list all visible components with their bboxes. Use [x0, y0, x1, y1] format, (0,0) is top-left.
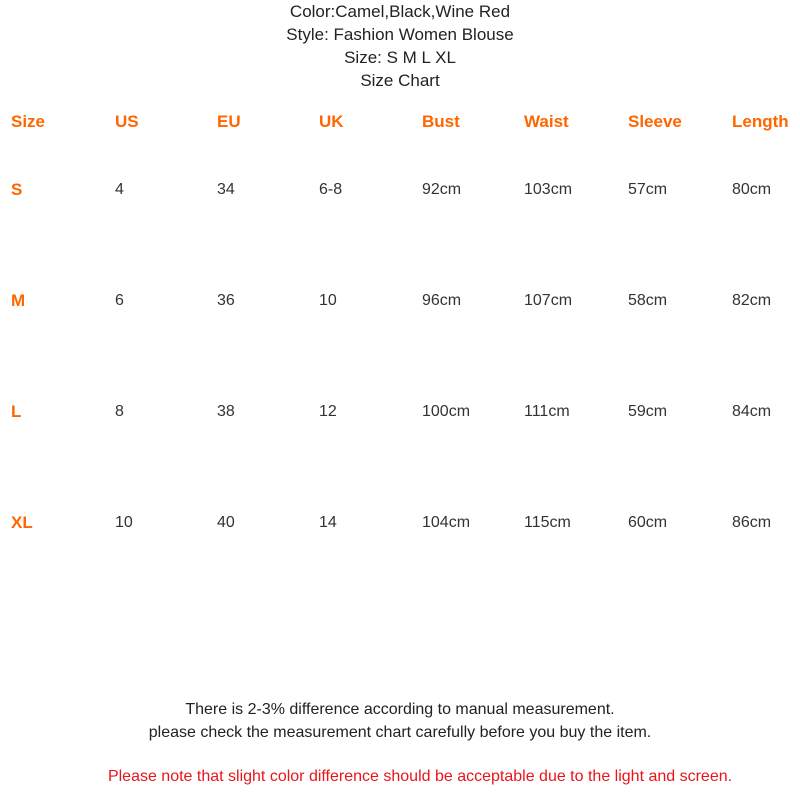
length-cell: 84cm [732, 402, 772, 420]
eu-cell: 34 [217, 180, 235, 198]
uk-cell: 12 [319, 402, 337, 420]
check-chart-note: please check the measurement chart carefully before you buy the item. [148, 724, 652, 741]
us-cell: 4 [115, 180, 124, 198]
waist-cell: 111cm [524, 402, 570, 420]
sleeve-cell: 58cm [628, 291, 668, 309]
size-table-header-row [0, 110, 800, 134]
measurement-difference-note: There is 2-3% difference according to manual measurement. [185, 701, 615, 718]
waist-cell: 103cm [524, 180, 573, 198]
column-header-waist: Waist [524, 112, 569, 131]
bust-cell: 100cm [422, 402, 471, 420]
size-line: Size: S M L XL [344, 48, 456, 67]
table-row-s [0, 134, 800, 245]
table-row-l [0, 356, 800, 467]
waist-cell: 107cm [524, 291, 573, 309]
color-difference-warning: Please note that slight color difference should be acceptable due to the light and screen. [107, 768, 733, 785]
column-header-us: US [115, 112, 139, 131]
length-cell: 80cm [732, 180, 772, 198]
column-header-sleeve: Sleeve [628, 112, 682, 131]
color-line: Color:Camel,Black,Wine Red [289, 2, 511, 21]
sleeve-cell: 59cm [628, 402, 668, 420]
table-row-xl [0, 467, 800, 578]
length-cell: 86cm [732, 513, 772, 531]
bust-cell: 92cm [422, 180, 462, 198]
size-chart-title: Size Chart [360, 71, 440, 90]
size-cell: S [11, 179, 23, 199]
us-cell: 10 [115, 513, 133, 531]
bust-cell: 96cm [422, 291, 462, 309]
sleeve-cell: 60cm [628, 513, 668, 531]
style-line: Style: Fashion Women Blouse [286, 25, 514, 44]
size-chart-table [0, 110, 800, 578]
bust-cell: 104cm [422, 513, 471, 531]
column-header-bust: Bust [422, 112, 460, 131]
product-header [0, 0, 800, 92]
us-cell: 8 [115, 402, 124, 420]
size-cell: M [11, 290, 26, 310]
size-cell: XL [11, 512, 33, 532]
column-header-uk: UK [319, 112, 344, 131]
uk-cell: 14 [319, 513, 337, 531]
eu-cell: 40 [217, 513, 235, 531]
size-cell: L [11, 401, 22, 421]
sleeve-cell: 57cm [628, 180, 668, 198]
column-header-size: Size [11, 112, 46, 131]
uk-cell: 10 [319, 291, 337, 309]
table-row-m [0, 245, 800, 356]
eu-cell: 36 [217, 291, 235, 309]
length-cell: 82cm [732, 291, 772, 309]
eu-cell: 38 [217, 402, 235, 420]
waist-cell: 115cm [524, 513, 571, 531]
measurement-notes [0, 698, 800, 744]
us-cell: 6 [115, 291, 124, 309]
column-header-eu: EU [217, 112, 241, 131]
uk-cell: 6-8 [319, 180, 343, 198]
column-header-length: Length [732, 112, 789, 131]
